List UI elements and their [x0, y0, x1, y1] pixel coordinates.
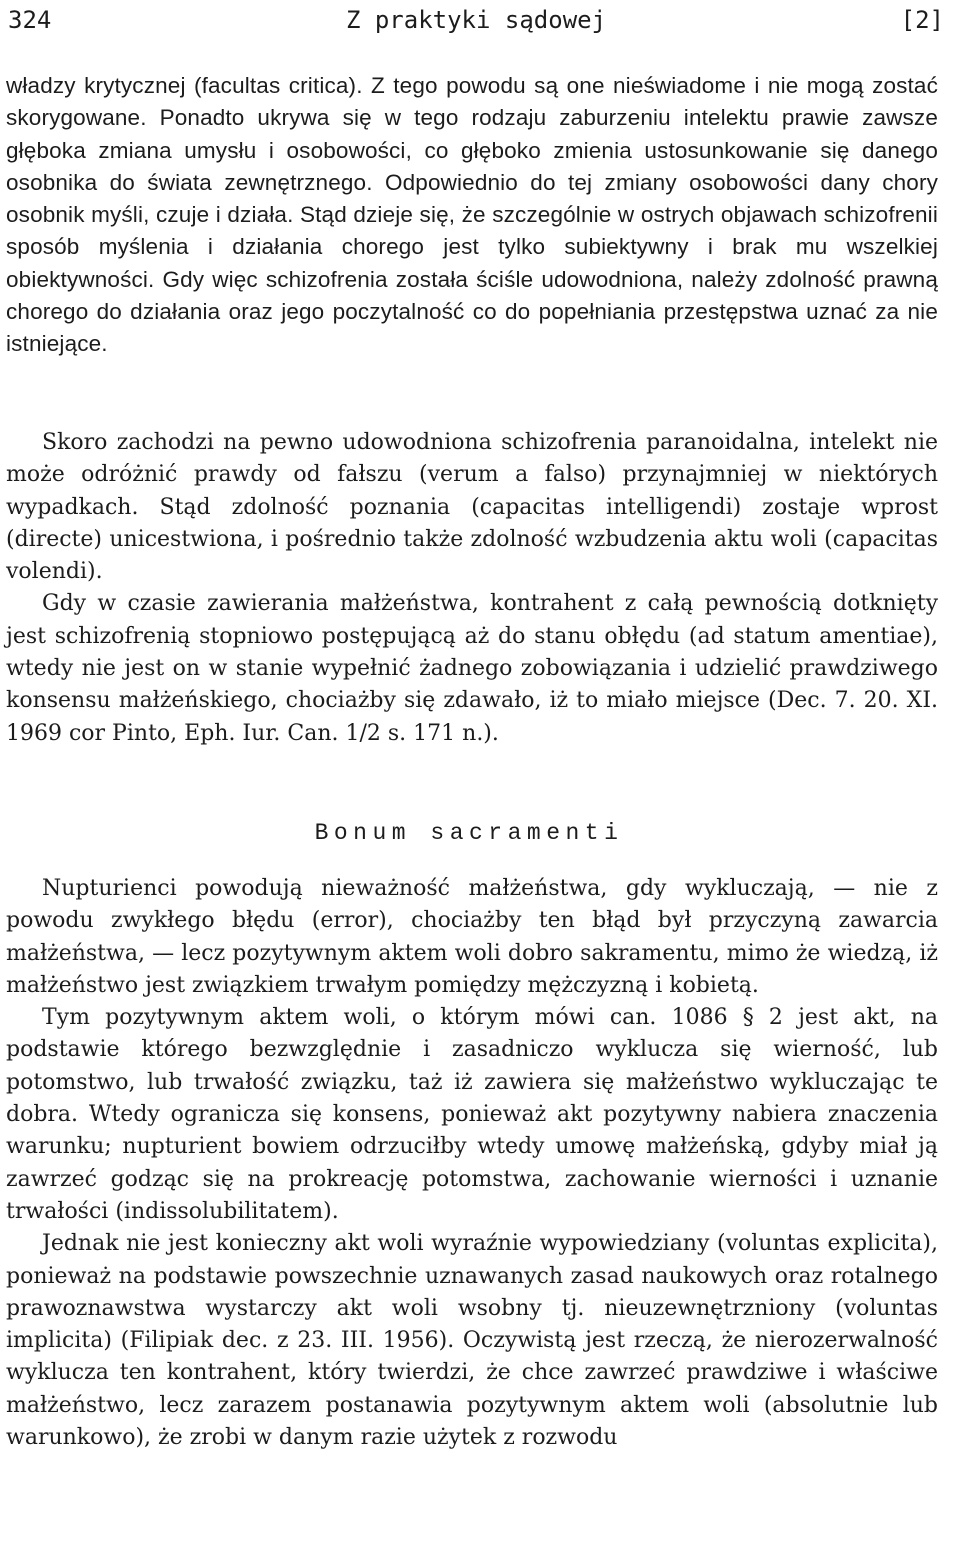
body-text-bottom: [6, 873, 938, 1454]
body-text-middle: [6, 427, 938, 750]
page-number: 324: [8, 6, 52, 34]
paragraph: Gdy w czasie zawierania małżeństwa, kontrahent z całą pewnością dotknięty jest schizofrenią stopniowo postępującą aż do stanu obłędu (ad statum amentiae), wtedy nie jest on w stanie wypełnić żadnego zobowiązania i udzielić prawdziwego konsensu małżeńskiego, chociażby się zdawało, iż to miało miejsce (Dec. 7. 20. XI. 1969 cor Pinto, Eph. Iur. Can. 1/2 s. 171 n.).: [6, 591, 938, 746]
body-text-top: [6, 70, 938, 361]
running-title: Z praktyki sądowej: [345, 6, 607, 34]
paragraph: władzy krytycznej (facultas critica). Z tego powodu są one nieświadome i nie mogą zostać skorygowane. Ponadto ukrywa się w tego rodzaju zaburzeniu intelektu prawie zawsze głęboka zmiana umysłu i osobowości, co głęboko zmienia ustosunkowanie się danego osobnika do świata zewnętrznego. Odpowiednio do tej zmiany osobowości dany chory osobnik myśli, czuje i działa. Stąd dzieje się, że szczególnie w ostrych objawach schizofrenii sposób myślenia i działania chorego jest tylko subiektywny i brak mu wszelkiej obiektywności. Gdy więc schizofrenia została ściśle udowodniona, należy zdolność prawną chorego do działania oraz jego poczytalność co do popełniania przestępstwa uznać za nie istniejące.: [6, 73, 938, 357]
page-header: [8, 2, 944, 38]
section-heading: Bonum sacramenti: [314, 820, 624, 846]
section-marker: [2]: [900, 6, 944, 34]
paragraph: Nupturienci powodują nieważność małżeństwa, gdy wykluczają, — nie z powodu zwykłego błędu (error), chociażby ten błąd był przyczyną zawarcia małżeństwa, — lecz pozytywnym aktem woli dobro sakramentu, mimo że wiedzą, iż małżeństwo jest związkiem trwałym pomiędzy mężczyzną i kobietą.: [6, 876, 938, 998]
paragraph: Skoro zachodzi na pewno udowodniona schizofrenia paranoidalna, intelekt nie może odróżnić prawdy od fałszu (verum a falso) przynajmniej w niektórych wypadkach. Stąd zdolność poznania (capacitas intelligendi) zostaje wprost (directe) unicestwiona, i pośrednio także zdolność wzbudzenia aktu woli (capacitas volendi).: [6, 430, 938, 585]
paragraph: Tym pozytywnym aktem woli, o którym mówi can. 1086 § 2 jest akt, na podstawie którego bezwzględnie i zasadniczo wyklucza się wierność, lub potomstwo, lub trwałość związku, taż iż zawiera się małżeństwo wykluczając te dobra. Wtedy ogranicza się konsens, ponieważ akt pozytywny nabiera znaczenia warunku; nupturient bowiem odrzuciłby wtedy umowę małżeńską, gdyby miał ją zawrzeć godząc się na prokreację potomstwa, zachowanie wierności i uznanie trwałości (indissolubilitatem).: [6, 1005, 938, 1224]
paragraph: Jednak nie jest konieczny akt woli wyraźnie wypowiedziany (voluntas explicita), ponieważ na podstawie powszechnie uznawanych zasad naukowych oraz rotalnego prawoznawstwa wystarczy akt woli wsobny tj. nieuzewnętrzniony (voluntas implicita) (Filipiak dec. z 23. III. 1956). Oczywistą jest rzeczą, że nierozerwalność wyklucza ten kontrahent, który twierdzi, że chce zawrzeć prawdziwe i właściwe małżeństwo, lecz zarazem postanawia pozytywnym aktem woli (absolutnie lub warunkowo), że zrobi w danym razie użytek z rozwodu: [6, 1231, 938, 1451]
